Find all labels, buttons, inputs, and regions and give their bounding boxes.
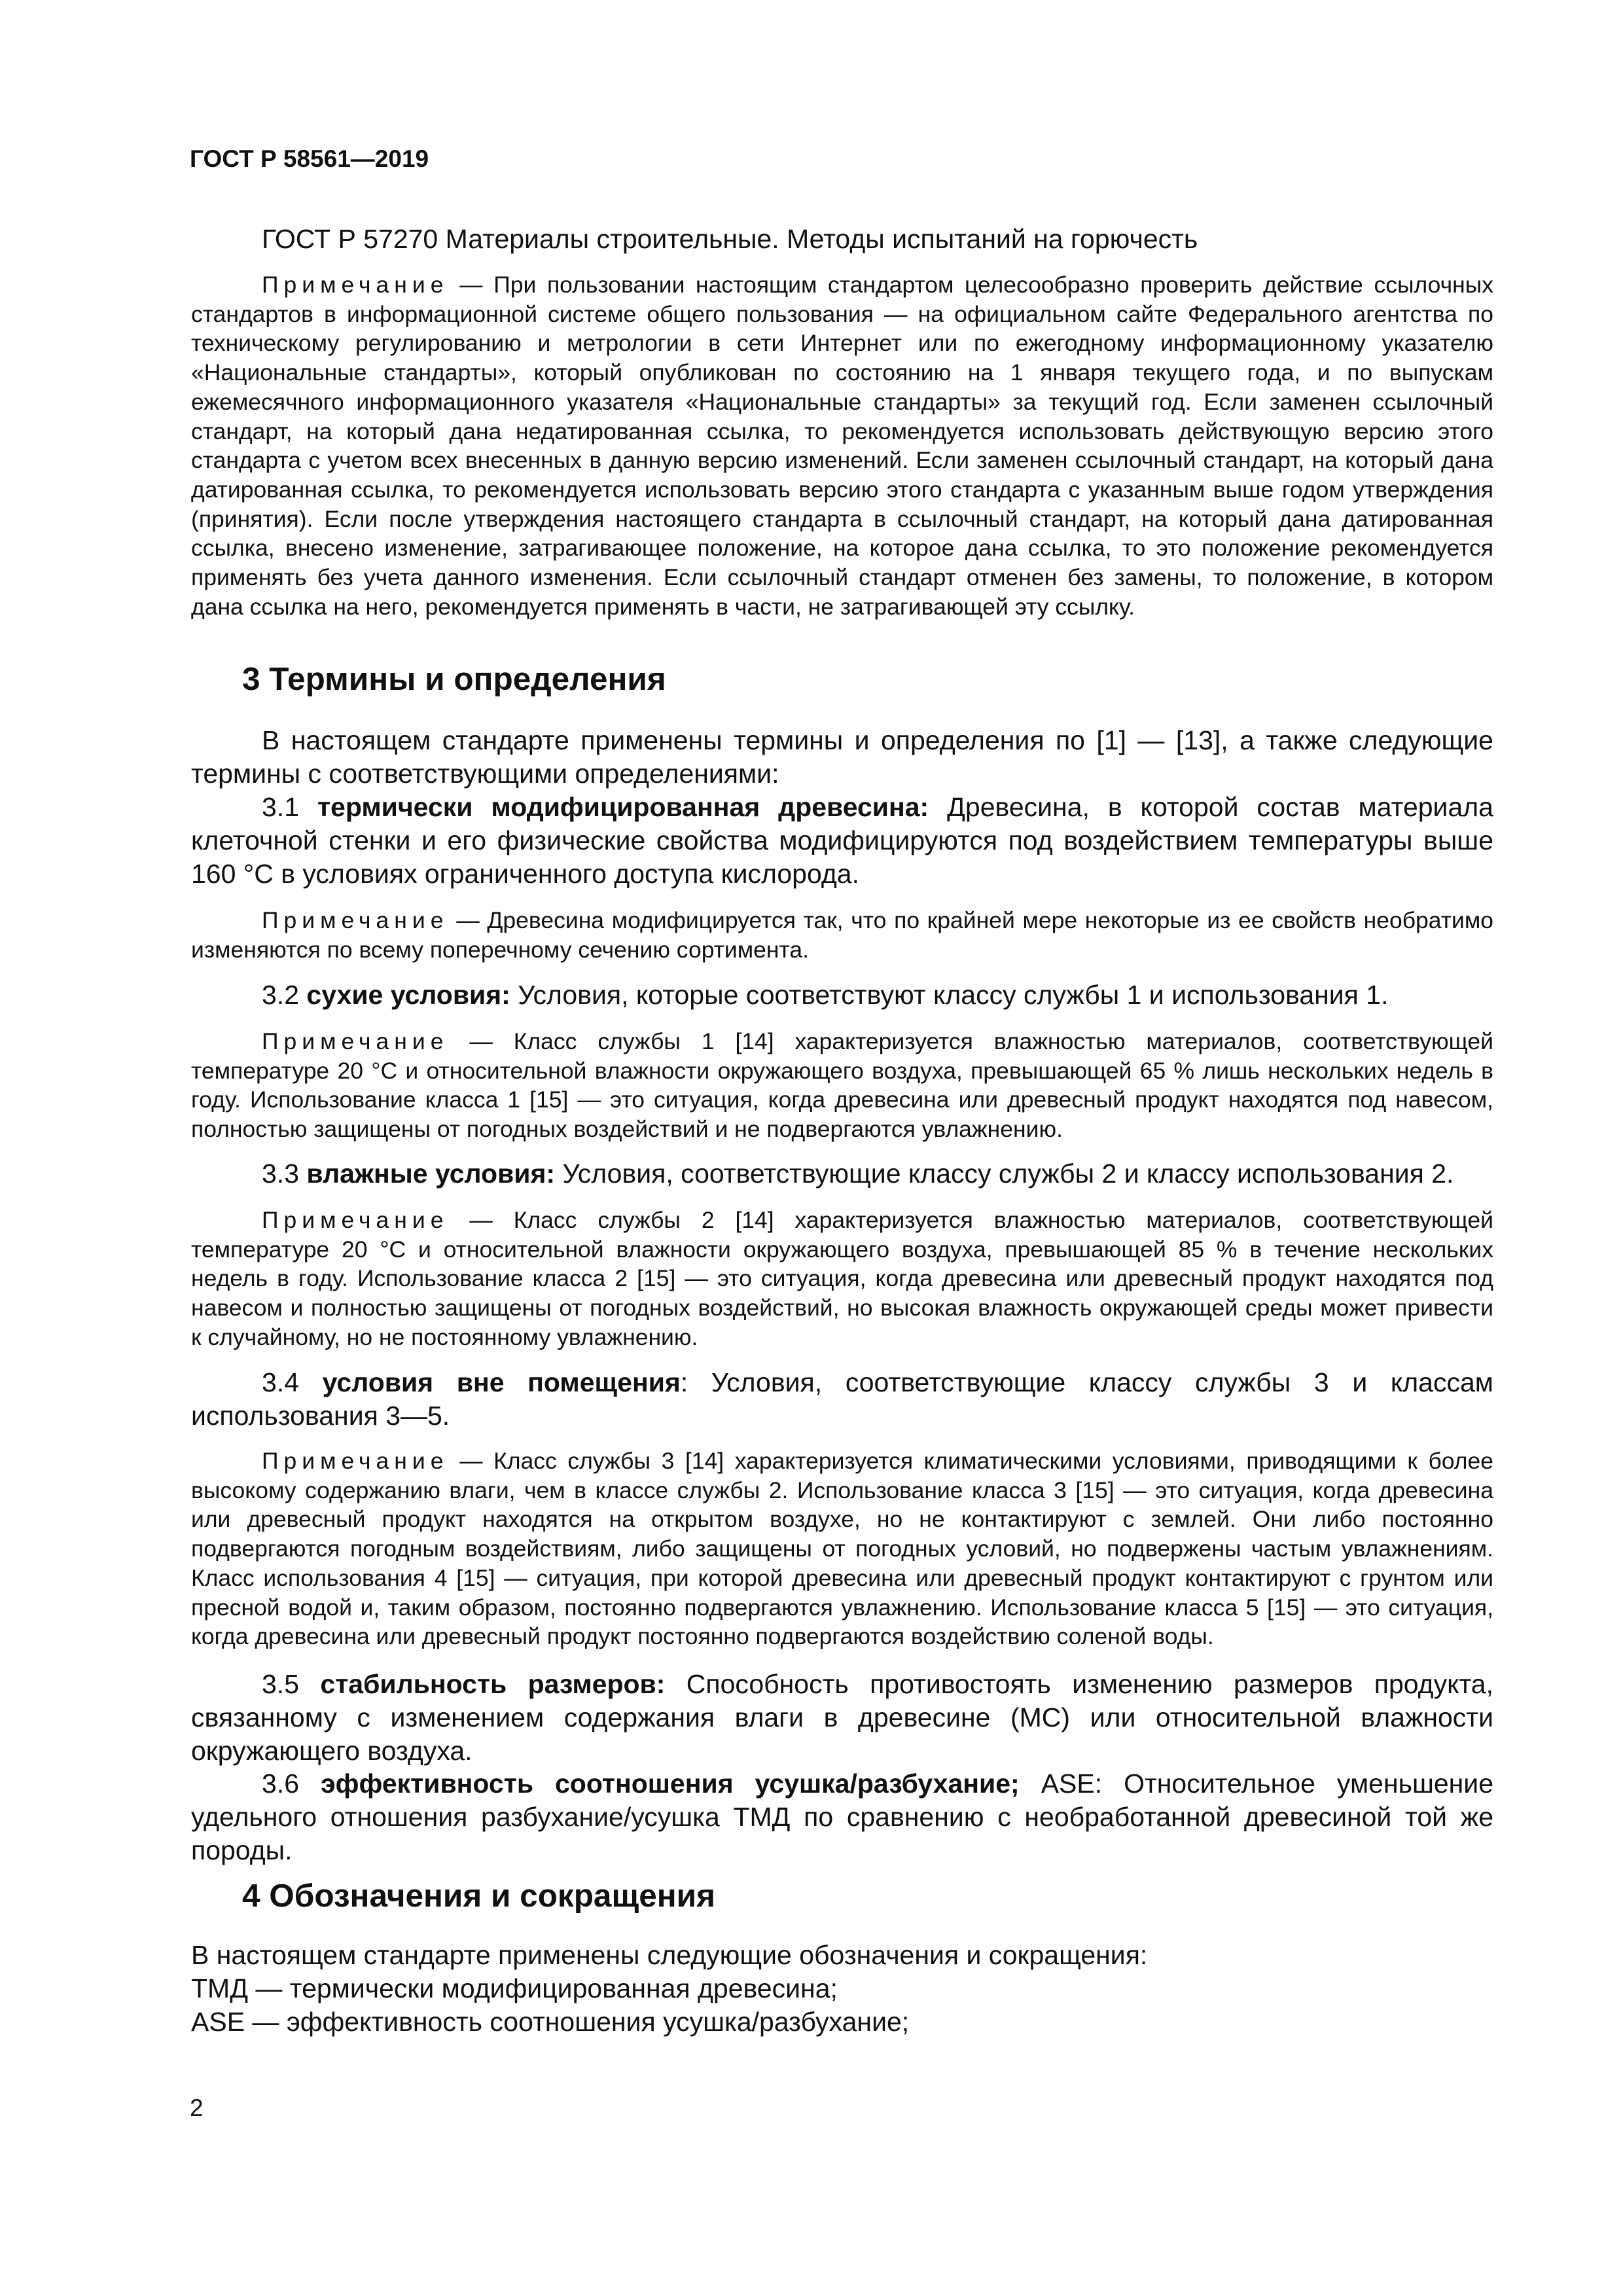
term-3-2	[191, 978, 1493, 1012]
term-3-4	[191, 1366, 1493, 1433]
term-number: 3.3	[262, 1158, 299, 1189]
document-header: ГОСТ Р 58561—2019	[190, 145, 429, 172]
term-3-5	[191, 1668, 1493, 1768]
abbreviation-ase: ASE — эффективность соотношения усушка/разбухание;	[191, 2007, 910, 2037]
term-3-6	[191, 1767, 1493, 1867]
term-number: 3.4	[262, 1367, 299, 1397]
term-3-1	[191, 791, 1493, 891]
term-number: 3.2	[262, 980, 299, 1010]
section-4-title: 4 Обозначения и сокращения	[242, 1878, 715, 1914]
reference-gost-57270: ГОСТ Р 57270 Материалы строительные. Методы испытаний на горючесть	[262, 224, 1198, 254]
note-label: Примечание	[262, 907, 449, 933]
note-text: — Класс службы 2 [14] характеризуется влажностью материалов, соответствующей температуре 20 °С и относительной влажности окружающего воздуха, превышающей 85 % в течение нескольких недель в году. Использование класса 2 [15] — это ситуация, когда древесина или древесный продукт находятся под навесом и полностью защищены от погодных воздействий, но высокая влажность окружающей среды может привести к случайному, но не постоянному увлажнению.	[191, 1207, 1493, 1350]
term-name: эффективность соотношения усушка/разбухание;	[321, 1768, 1020, 1799]
note-3-4	[191, 1446, 1493, 1651]
term-definition: Способность противостоять изменению размеров продукта, связанному с изменением содержания влаги в древесине (МС) или относительной влажности окружающего воздуха.	[191, 1669, 1493, 1766]
note-text: — Класс службы 3 [14] характеризуется климатическими условиями, приводящими к более высокому содержанию влаги, чем в классе службы 2. Использование класса 3 [15] — это ситуация, когда древесина или древесный продукт находятся на открытом воздухе, но не контактируют с землей. Они либо постоянно подвергаются погодным воздействиям, либо защищены от погодных условий, но подвержены частым увлажнениям. Класс использования 4 [15] — ситуация, при которой древесина или древесный продукт контактируют с грунтом или пресной водой и, таким образом, постоянно подвергаются увлажнению. Использование класса 5 [15] — это ситуация, когда древесина или древесный продукт постоянно подвергаются воздействию соленой воды.	[191, 1448, 1493, 1650]
term-definition: : Условия, соответствующие классу службы 3 и классам использования 3—5.	[191, 1367, 1493, 1431]
term-name: условия вне помещения	[322, 1367, 681, 1397]
note-3-1	[191, 906, 1493, 964]
note-text: — Класс службы 1 [14] характеризуется влажностью материалов, соответствующей температуре 20 °С и относительной влажности окружающего воздуха, превышающей 65 % лишь нескольких недель в году. Использование класса 1 [15] — это ситуация, когда древесина или древесный продукт находятся под навесом, полностью защищены от погодных воздействий и не подвергаются увлажнению.	[191, 1028, 1493, 1143]
term-number: 3.1	[262, 792, 299, 822]
term-number: 3.5	[262, 1669, 299, 1699]
page-number: 2	[190, 2094, 204, 2121]
note-3-3	[191, 1206, 1493, 1352]
term-name: влажные условия:	[306, 1158, 556, 1189]
note-label: Примечание	[262, 1448, 449, 1474]
term-number: 3.6	[262, 1768, 299, 1799]
term-3-3	[191, 1157, 1493, 1191]
note-label: Примечание	[262, 1028, 449, 1054]
note-3-2	[191, 1027, 1493, 1144]
note-text: — При пользовании настоящим стандартом целесообразно проверить действие ссылочных стандартов в информационной системе общего пользования — на официальном сайте Федерального агентства по техническому регулированию и метрологии в сети Интернет или по ежегодному информационному указателю «Национальные стандарты», который опубликован по состоянию на 1 января текущего года, и по выпускам ежемесячного информационного указателя «Национальные стандарты» за текущий год. Если заменен ссылочный стандарт, на который дана недатированная ссылка, то рекомендуется использовать действующую версию этого стандарта с учетом всех внесенных в данную версию изменений. Если заменен ссылочный стандарт, на который дана датированная ссылка, то рекомендуется использовать версию этого стандарта с указанным выше годом утверждения (принятия). Если после утверждения настоящего стандарта в ссылочный стандарт, на который дана датированная ссылка, внесено изменение, затрагивающее положение, на которое дана ссылка, то это положение рекомендуется применять без учета данного изменения. Если ссылочный стандарт отменен без замены, то положение, в котором дана ссылка на него, рекомендуется применять в части, не затрагивающей эту ссылку.	[191, 272, 1493, 620]
term-name: стабильность размеров:	[320, 1669, 666, 1699]
term-name: термически модифицированная древесина:	[317, 792, 929, 822]
abbreviation-tmd: ТМД — термически модифицированная древесина;	[191, 1973, 838, 2003]
note-text: — Древесина модифицируется так, что по крайней мере некоторые из ее свойств необратимо изменяются по всему поперечному сечению сортимента.	[191, 907, 1494, 963]
note-label: Примечание	[262, 272, 449, 298]
term-definition: Древесина, в которой состав материала клеточной стенки и его физические свойства модифицируются под воздействием температуры выше 160 °С в условиях ограниченного доступа кислорода.	[191, 792, 1493, 889]
term-definition: Условия, которые соответствуют классу службы 1 и использования 1.	[510, 980, 1389, 1010]
term-definition: Условия, соответствующие классу службы 2 и классу использования 2.	[555, 1158, 1454, 1189]
note-references	[191, 270, 1493, 621]
note-label: Примечание	[262, 1207, 449, 1233]
term-definition: ASE: Относительное уменьшение удельного отношения разбухание/усушка ТМД по сравнению с необработанной древесиной той же породы.	[191, 1768, 1493, 1865]
section-3-intro: В настоящем стандарте применены термины и определения по [1] — [13], а также следующие термины с соответствующими определениями:	[191, 725, 1493, 789]
section-4-intro: В настоящем стандарте применены следующие обозначения и сокращения:	[191, 1940, 1148, 1970]
term-name: сухие условия:	[306, 980, 510, 1010]
section-3-title: 3 Термины и определения	[242, 661, 666, 697]
